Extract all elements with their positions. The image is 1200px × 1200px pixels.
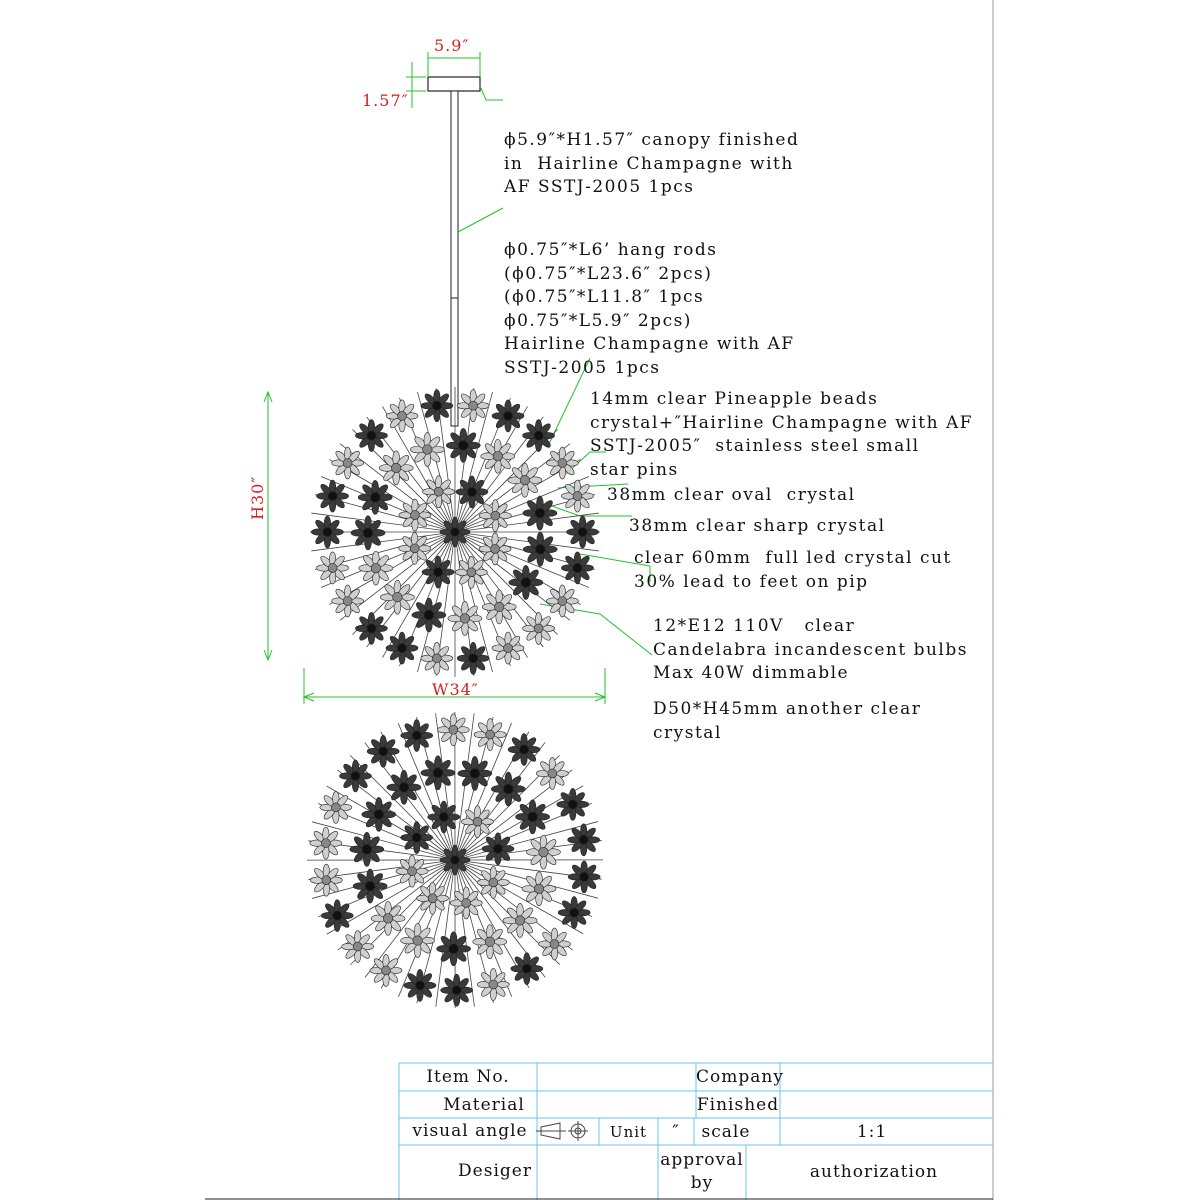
canopy-width-label: 5.9″ [434,36,470,55]
crystal-cluster [421,756,455,790]
material-label: Material [443,1095,525,1115]
crystal-cluster [379,451,413,485]
crystal-cluster [332,447,364,479]
canopy [428,77,480,91]
crystal-cluster [410,433,444,467]
crystal-cluster [353,869,387,903]
crystal-cluster [473,925,507,959]
crystal-cluster [370,954,402,986]
crystal-cluster [492,632,524,664]
crystal-cluster [342,931,374,963]
dim-canopy-height [406,62,426,108]
crystal-cluster [458,756,492,790]
crystal-cluster [386,632,418,664]
crystal-cluster [474,719,506,751]
crystal-cluster [422,556,454,588]
item-no-label: Item No. [426,1067,510,1087]
unit-value: ″ [672,1122,680,1142]
crystal-cluster [417,882,449,914]
crystal-cluster [492,400,524,432]
crystal-cluster [387,770,421,804]
crystal-cluster [355,420,387,452]
crystal-cluster [311,516,343,548]
crystal-cluster [437,714,469,746]
finished-label: Finished [696,1095,780,1115]
crystal-cluster [401,822,433,854]
crystal-cluster [456,476,488,508]
crystal-cluster [362,797,396,831]
crystal-cluster [558,897,590,929]
crystal-cluster [359,551,393,585]
crystal-cluster [448,601,482,635]
crystal-cluster [355,612,387,644]
crystal-cluster [508,463,542,497]
crystal-cluster [457,642,489,674]
crystal-cluster [539,928,571,960]
crystal-cluster [339,760,371,792]
fixture-width-label: W34″ [432,680,479,699]
crystal-cluster [516,800,550,834]
annotation-full-led-crystal: clear 60mm full led crystal cut 30% lead to feet on pip [634,548,952,592]
crystal-cluster [440,517,470,547]
crystal-cluster [546,447,578,479]
hang-rod [451,91,458,426]
dim-canopy-width [428,52,480,76]
crystal-cluster [423,476,455,508]
crystal-cluster [482,590,516,624]
company-label: Company [696,1067,784,1087]
crystal-cluster [310,864,342,896]
leader-hang-rods [458,208,503,232]
authorization-label: authorization [809,1162,939,1182]
crystal-cluster [399,532,431,564]
crystal-cluster [561,552,593,584]
crystal-cluster [401,924,435,958]
crystal-cluster [523,612,555,644]
crystal-cluster [450,887,482,919]
crystal-cluster [503,903,537,937]
crystal-cluster [446,428,480,462]
crystal-cluster [399,499,431,531]
crystal-cluster [509,565,543,599]
crystal-cluster [479,533,511,565]
crystal-cluster [508,734,540,766]
crystal-cluster [523,496,557,530]
crystal-cluster [491,772,525,806]
annotation-canopy: ϕ5.9″*H1.57″ canopy finished in Hairline Champagne with AF SSTJ-2005 1pcs [504,130,800,197]
crystal-cluster [371,901,405,935]
fixture-side-view [310,387,600,677]
crystal-cluster [568,824,600,856]
annotation-sharp-crystal: 38mm clear sharp crystal [629,516,886,536]
annotation-another-crystal: D50*H45mm another clear crystal [653,699,922,743]
crystal-cluster [404,969,436,1001]
crystal-cluster [568,861,600,893]
annotation-oval-crystal: 38mm clear oval crystal [607,485,856,505]
crystal-cluster [358,480,392,514]
crystal-cluster [437,932,471,966]
crystal-cluster [440,845,470,875]
crystal-cluster [481,439,515,473]
visual-angle-label: visual angle [412,1121,528,1141]
crystal-cluster [526,835,560,869]
dim-fixture-height [264,392,272,660]
crystal-cluster [351,516,385,550]
crystal-cluster [412,598,446,632]
crystal-cluster [441,974,473,1006]
crystal-cluster [401,720,433,752]
crystal-cluster [479,500,511,532]
crystal-cluster [482,833,514,865]
designer-label: Desiger [458,1161,532,1181]
annotation-bulbs: 12*E12 110V clear Candelabra incandescent bulbs Max 40W dimmable [653,616,968,683]
unit-label: Unit [609,1123,648,1141]
crystal-cluster [396,855,428,887]
crystal-cluster [310,827,342,859]
crystal-cluster [477,866,509,898]
crystal-cluster [421,642,453,674]
fixture-bottom-view [307,712,603,1008]
crystal-cluster [477,968,509,1000]
crystal-cluster [317,480,349,512]
crystal-cluster [511,953,543,985]
scale-value: 1:1 [856,1122,888,1142]
crystal-cluster [561,480,593,512]
crystal-cluster [350,832,384,866]
crystal-cluster [457,390,489,422]
crystal-cluster [523,420,555,452]
crystal-cluster [428,801,460,833]
canopy-assembly [428,77,480,426]
crystal-cluster [523,532,557,566]
projection-symbol-icon [536,1121,588,1141]
crystal-cluster [522,872,556,906]
crystal-cluster [421,390,453,422]
scale-label: scale [701,1122,751,1142]
crystal-cluster [317,552,349,584]
crystal-cluster [567,516,599,548]
crystal-cluster [386,400,418,432]
fixture-height-label: H30″ [248,475,267,520]
annotation-hang-rods: ϕ0.75″*L6’ hang rods (ϕ0.75″*L23.6″ 2pcs) (ϕ0.75″*L11.8″ 1pcs ϕ0.75″*L5.9″ 2pcs) Hairline Champagne with AF SSTJ-2005 1pcs [504,240,795,378]
crystal-cluster [367,735,399,767]
crystal-cluster [546,585,578,617]
canopy-height-label: 1.57″ [362,91,409,110]
crystal-cluster [536,757,568,789]
crystal-cluster [380,580,414,614]
leader-canopy [480,86,503,100]
crystal-cluster [461,806,493,838]
annotation-pineapple-beads: 14mm clear Pineapple beads crystal+″Hairline Champagne with AF SSTJ-2005″ stainless steel small star pins [590,389,974,480]
crystal-cluster [321,900,353,932]
approval-by-label: approval by [660,1150,744,1193]
crystal-cluster [320,791,352,823]
crystal-cluster [557,788,589,820]
crystal-cluster [332,585,364,617]
crystal-cluster [455,556,487,588]
